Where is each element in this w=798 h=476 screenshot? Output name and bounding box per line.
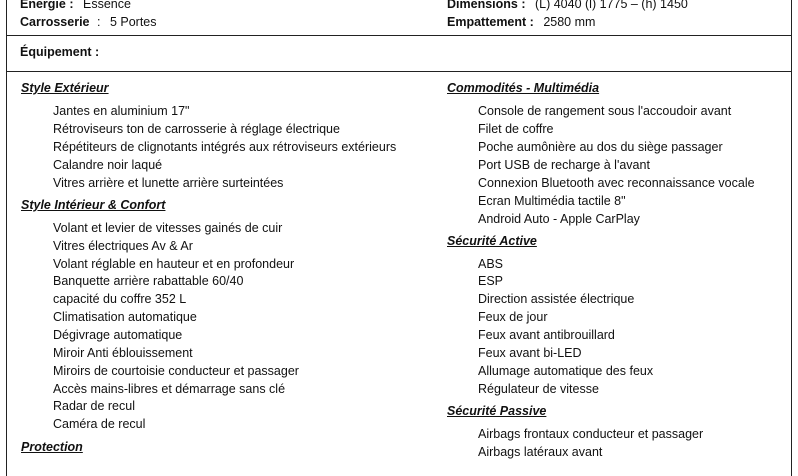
list-item: Airbags latéraux avant [478, 445, 603, 459]
list-item: Airbags frontaux conducteur et passager [478, 427, 704, 441]
dimensions-value: (L) 4040 (l) 1775 – (h) 1450 [534, 0, 688, 11]
body-label: Carrosserie [20, 15, 90, 29]
list-item: Régulateur de vitesse [478, 382, 599, 396]
list-item: Répétiteurs de clignotants intégrés aux rétroviseurs extérieurs [53, 140, 397, 154]
body-sep: : [96, 15, 101, 29]
list-item: Miroir Anti éblouissement [53, 346, 193, 360]
list-item: ESP [478, 274, 504, 288]
list-item: Dégivrage automatique [53, 328, 183, 342]
section-commodites-multimedia: Commodités - Multimédia [447, 81, 600, 95]
list-item: Miroirs de courtoisie conducteur et passager [53, 364, 299, 378]
body-value: 5 Portes [109, 15, 157, 29]
list-item: Climatisation automatique [53, 310, 197, 324]
section-securite-passive: Sécurité Passive [447, 404, 547, 418]
list-item: Feux avant antibrouillard [478, 328, 615, 342]
section-style-interieur: Style Intérieur & Confort [21, 198, 166, 212]
list-item: Rétroviseurs ton de carrosserie à réglage électrique [53, 122, 340, 136]
list-item: Poche aumônière au dos du siège passager [478, 140, 723, 154]
wheelbase-row [447, 14, 595, 30]
wheelbase-label: Empattement : [447, 15, 534, 29]
list-item: Android Auto - Apple CarPlay [478, 212, 640, 226]
list-item: Connexion Bluetooth avec reconnaissance vocale [478, 176, 755, 190]
list-item: Feux avant bi-LED [478, 346, 582, 360]
list-item: Filet de coffre [478, 122, 554, 136]
list-item: Volant et levier de vitesses gainés de cuir [53, 221, 283, 235]
body-row [20, 14, 157, 30]
section-protection: Protection [21, 440, 83, 454]
divider-equipment [6, 71, 792, 72]
energy-label: Energie : [20, 0, 74, 11]
list-item: Feux de jour [478, 310, 548, 324]
energy-row [20, 0, 131, 12]
list-item: Allumage automatique des feux [478, 364, 654, 378]
list-item: Caméra de recul [53, 417, 146, 431]
divider-top [6, 35, 792, 36]
list-item: Calandre noir laqué [53, 158, 163, 172]
list-item: capacité du coffre 352 L [53, 292, 187, 306]
equipment-title: Équipement : [20, 45, 100, 59]
list-item: Port USB de recharge à l'avant [478, 158, 650, 172]
list-item: Banquette arrière rabattable 60/40 [53, 274, 244, 288]
list-item: ABS [478, 257, 504, 271]
list-item: Jantes en aluminium 17" [53, 104, 190, 118]
wheelbase-value: 2580 mm [543, 15, 596, 29]
section-securite-active: Sécurité Active [447, 234, 537, 248]
list-item: Vitres arrière et lunette arrière surteintées [53, 176, 284, 190]
list-item: Volant réglable en hauteur et en profondeur [53, 257, 295, 271]
energy-value: Essence [82, 0, 131, 11]
list-item: Vitres électriques Av & Ar [53, 239, 193, 253]
list-item: Direction assistée électrique [478, 292, 635, 306]
list-item: Ecran Multimédia tactile 8" [478, 194, 626, 208]
list-item: Radar de recul [53, 399, 135, 413]
dimensions-row [447, 0, 688, 12]
section-style-exterieur: Style Extérieur [21, 81, 109, 95]
dimensions-label: Dimensions : [447, 0, 526, 11]
list-item: Console de rangement sous l'accoudoir avant [478, 104, 732, 118]
list-item: Accès mains-libres et démarrage sans clé [53, 382, 286, 396]
